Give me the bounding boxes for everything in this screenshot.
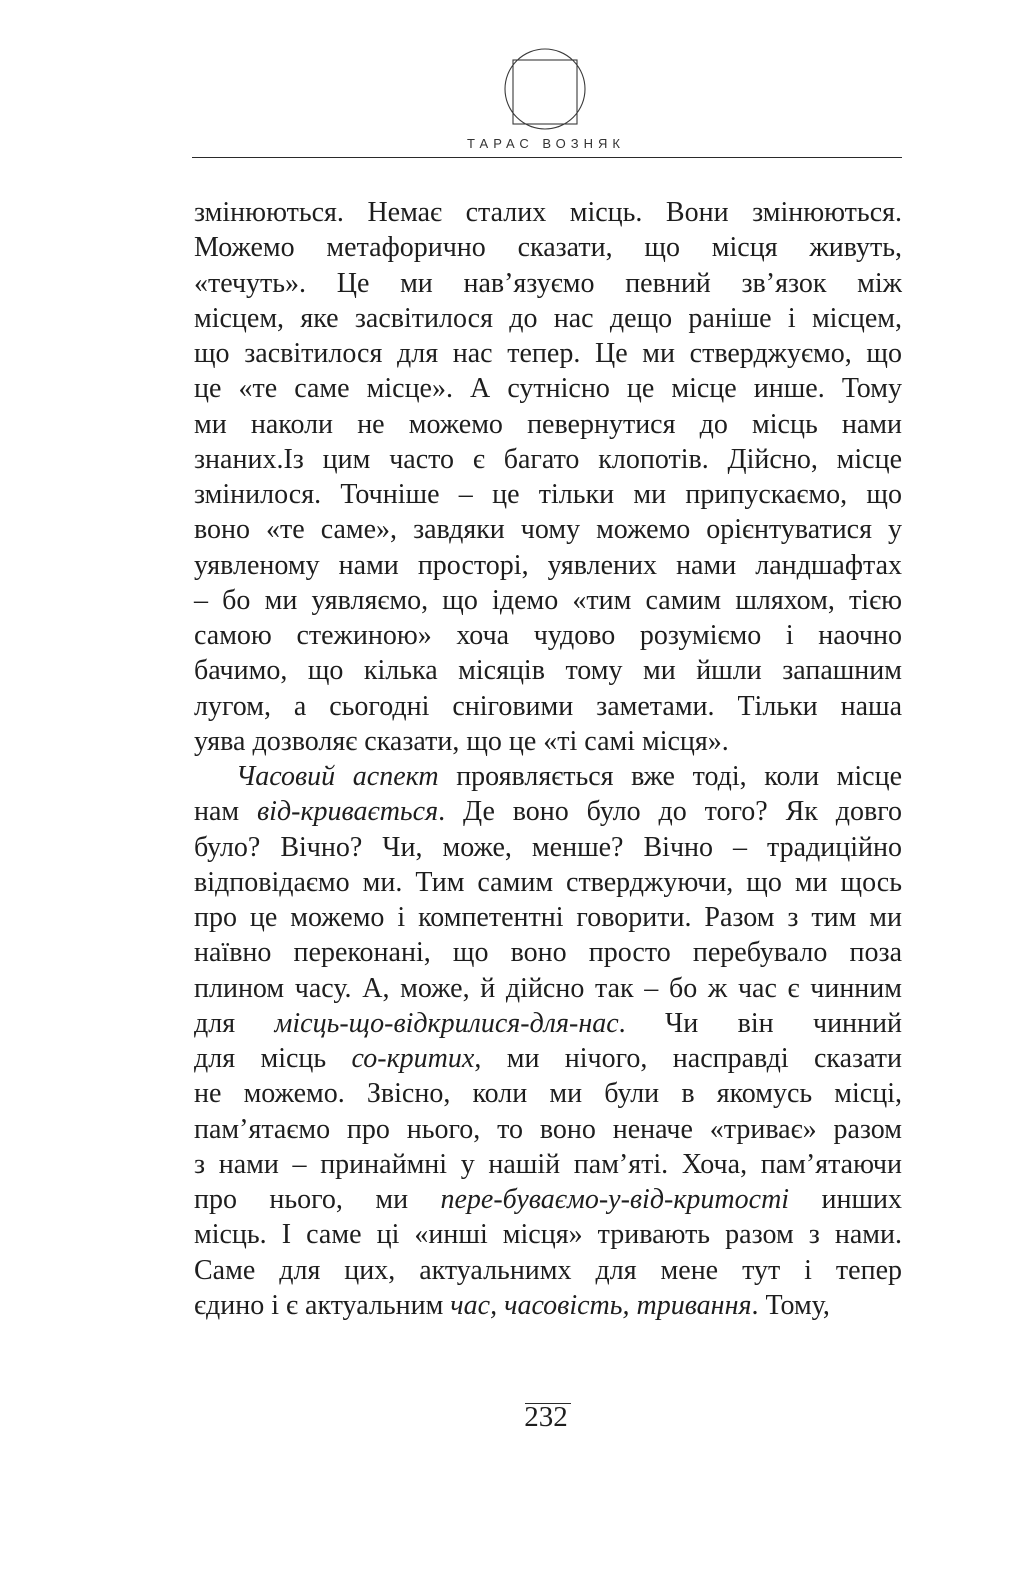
text-run: про це можемо і компетентні говорити. Разом з тим ми [194,902,902,933]
body-text [194,195,902,1323]
text-run: нам [194,796,258,828]
text-line [194,865,902,900]
text-run: для місць [194,1043,352,1074]
text-run: пам’ятаємо про нього, то воно неначе «триває» разом [194,1113,902,1145]
text-run: змінилося. Точніше – це тільки ми припускаємо, що [194,479,902,510]
text-run: «течуть». Це ми нав’язуємо певний зв’язок між [194,267,902,299]
text-line [194,1182,902,1217]
italic-term: Часовий аспект [236,761,439,792]
text-run: , ми нічого, насправді сказати [474,1043,902,1074]
text-run: бачимо, що кілька місяців тому ми йшли запашним [194,655,902,687]
text-line [194,477,902,512]
text-line [194,512,902,547]
text-line [194,195,902,230]
text-run: було? Вічно? Чи, може, менше? Вічно – традиційно [194,831,902,863]
text-run: проявляється вже тоді, коли місце [438,761,903,792]
text-line [194,371,902,406]
page-number: 232 [524,1401,568,1433]
text-line [194,759,902,794]
text-run: уявленому нами просторі, уявлених нами ландшафтах [194,549,902,581]
italic-term: час, часовість, тривання [450,1289,752,1321]
text-run: . Чи він чинний [618,1007,902,1039]
text-line [194,1076,902,1111]
text-run: лугом, а сьогодні сніговими заметами. Тільки наша [194,690,902,722]
text-run: з нами – принаймні у нашій пам’яті. Хоча, пам’ятаючи [194,1148,902,1180]
text-run: уява дозволяє сказати, що це «ті самі місця». [194,725,729,757]
text-run: відповідаємо ми. Тим самим стверджуючи, що ми щось [194,866,902,898]
text-line [194,548,902,583]
text-line [194,336,902,371]
running-head-author: ТАРАС ВОЗНЯК [467,136,625,151]
text-line [194,1253,902,1288]
italic-term: від-кривається [257,796,439,828]
text-run: це «те саме місце». А сутнісно це місце инше. Тому [194,373,902,405]
text-line [194,1041,902,1076]
italic-term: со-критих [351,1043,475,1074]
text-run: . Тому, [751,1289,830,1321]
text-line [194,301,902,336]
text-run: наївно переконані, що воно просто перебувало поза [194,937,902,969]
text-run: що засвітилося для нас тепер. Це ми стверджуємо, що [194,338,902,369]
text-line [194,1006,902,1041]
text-run: инших [789,1184,903,1215]
text-line [194,900,902,935]
text-line [194,689,902,724]
text-line [194,618,902,653]
text-line [194,442,902,477]
text-run: плином часу. А, може, й дійсно так – бо ж час є чинним [194,972,902,1004]
text-line [194,830,902,865]
text-run: Можемо метафорично сказати, що місця живуть, [194,232,902,264]
text-run: для [194,1007,275,1039]
text-line [194,1112,902,1147]
text-line [194,230,902,265]
italic-term: пере-буваємо-у-від-критості [440,1184,790,1215]
text-run: про нього, ми [194,1184,441,1215]
text-run: . Де воно було до того? Як довго [438,796,902,828]
text-line [194,1147,902,1182]
text-line [194,583,902,618]
italic-term: місць-що-відкрилися-для-нас [274,1007,619,1039]
text-run: воно «те саме», завдяки чому можемо орієнтуватися у [194,514,902,546]
text-run: знаних.Із цим часто є багато клопотів. Дійсно, місце [194,443,902,475]
text-run: змінюються. Немає сталих місць. Вони змінюються. [194,197,902,228]
text-line [194,724,902,759]
text-run: ми наколи не можемо певернутися до місць нами [194,408,902,440]
text-run: не можемо. Звісно, коли ми були в якомусь місці, [194,1078,902,1110]
text-run: Саме для цих, актуальнимх для мене тут і тепер [194,1254,902,1286]
text-line [194,407,902,442]
text-run: – бо ми уявляємо, що ідемо «тим самим шляхом, тією [194,584,902,616]
text-line [194,794,902,829]
text-line [194,1217,902,1252]
text-run: місцем, яке засвітилося до нас дещо раніше і місцем, [194,302,902,334]
text-line [194,653,902,688]
text-line [194,266,902,301]
text-line [194,1288,902,1323]
header-rule [192,157,902,158]
text-line [194,971,902,1006]
text-run: місць. І саме ці «инші місця» тривають разом з нами. [194,1219,902,1251]
text-run: самою стежиною» хоча чудово розуміємо і наочно [194,620,902,651]
text-line [194,935,902,970]
text-run: єдино і є актуальним [194,1289,451,1321]
circle-square-emblem-icon [502,46,588,132]
